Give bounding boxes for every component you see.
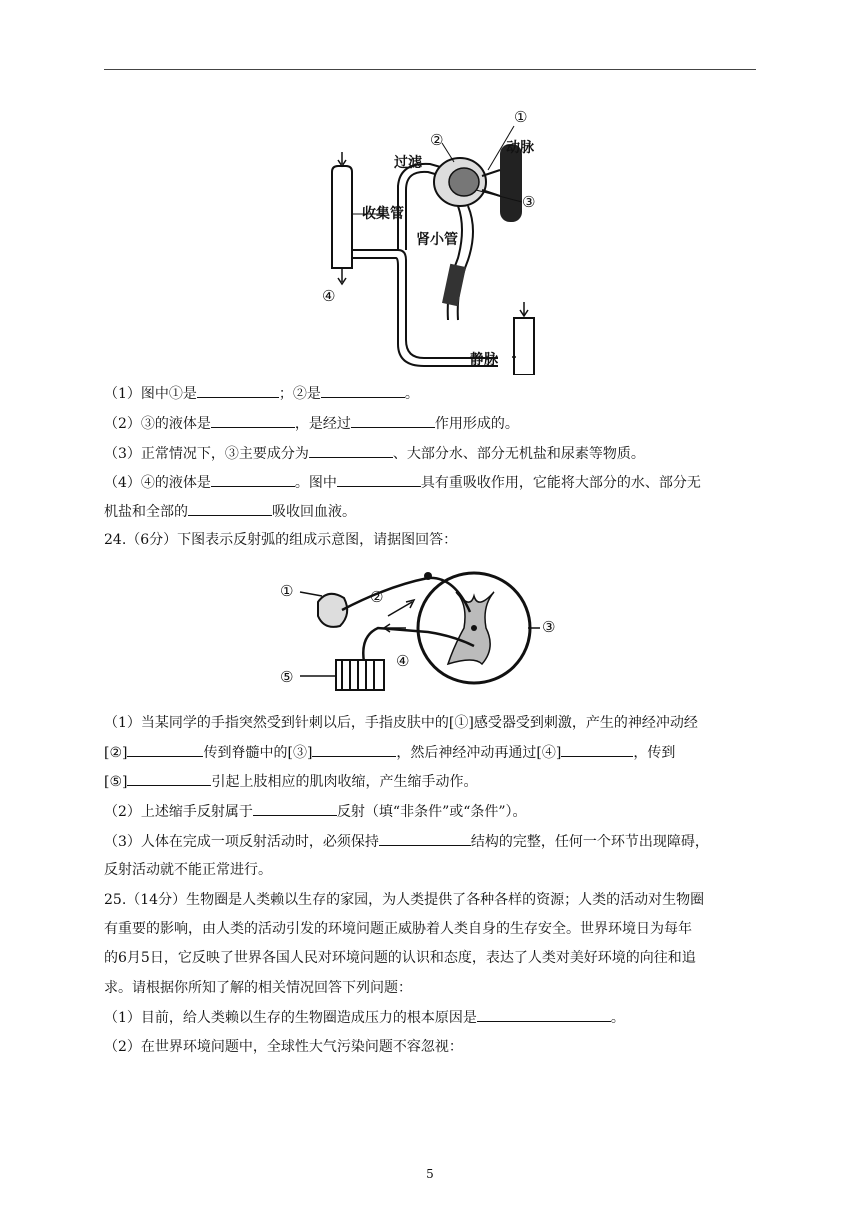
q24-p1b-blank-2[interactable] — [312, 742, 396, 757]
glomerulus-shape — [449, 168, 479, 196]
q25-intro-line-4: 求。请根据你所知了解的相关情况回答下列问题： — [104, 980, 412, 996]
q23-part4-cont — [104, 501, 356, 522]
q23-p2-text-b: ，是经过 — [294, 416, 351, 432]
q24-p1c-text-b: 引起上肢相应的肌肉收缩，产生缩手动作。 — [211, 774, 478, 790]
artery-label: 动脉 — [506, 140, 534, 156]
q23-p2-text-a: （2）③的液体是 — [104, 416, 211, 432]
q24-part2 — [104, 801, 527, 822]
q23-p4-text-c: 具有重吸收作用，它能将大部分的水、部分无 — [420, 475, 701, 491]
q25-part2: （2）在世界环境问题中，全球性大气污染问题不容忽视： — [104, 1039, 463, 1055]
q24-p1b-text-c: ，然后神经冲动再通过[④] — [396, 745, 562, 761]
q24-p2-text-b: 反射（填“非条件”或“条件”）。 — [336, 804, 527, 820]
collecting-duct-label: 收集管 — [362, 206, 404, 222]
q24-p1b-text-d: ，传到 — [633, 745, 676, 761]
q24-title: 24.（6分）下图表示反射弧的组成示意图，请据图回答： — [104, 532, 458, 548]
q25-p1-blank[interactable] — [477, 1007, 611, 1022]
reflex-arc-figure — [278, 566, 576, 696]
collecting-duct-shape — [332, 166, 352, 268]
renal-tubule-label: 肾小管 — [416, 232, 458, 248]
q24-p3-text-a: （3）人体在完成一项反射活动时，必须保持 — [104, 834, 379, 850]
q24-part3-cont: 反射活动就不能正常进行。 — [104, 862, 272, 878]
reflex-mark-5: ⑤ — [280, 668, 294, 686]
q24-p2-text-a: （2）上述缩手反射属于 — [104, 804, 253, 820]
q23-p2-text-c: 作用形成的。 — [434, 416, 519, 432]
q24-part3 — [104, 831, 709, 852]
q24-p3-blank[interactable] — [379, 831, 471, 846]
mark-3-label: ③ — [522, 193, 536, 211]
q23-part3 — [104, 443, 645, 464]
q23-p2-blank-2[interactable] — [351, 413, 435, 428]
header-rule — [104, 69, 756, 70]
q24-p1c-text-a: [⑤] — [104, 774, 128, 790]
q24-p1c-blank[interactable] — [127, 771, 211, 786]
q24-part1-cont2 — [104, 771, 477, 792]
mark-2-label: ② — [430, 131, 444, 149]
effector-shape — [336, 660, 384, 690]
q23-p1-blank-1[interactable] — [197, 383, 279, 398]
q23-p1-text-b: ；②是 — [278, 386, 321, 402]
q23-p4b-text-b: 吸收回血液。 — [272, 504, 356, 520]
q24-part1-cont — [104, 742, 675, 763]
q25-intro-line-1: 25.（14分）生物圈是人类赖以生存的家园，为人类提供了各种各样的资源；人类的活动对生物圈 — [104, 892, 705, 908]
filtration-label: 过滤 — [394, 155, 422, 171]
mark-1-label: ① — [514, 108, 528, 126]
reflex-mark-2: ② — [370, 588, 384, 606]
q23-p4-text-b: 。图中 — [294, 475, 337, 491]
q23-p4-blank-1[interactable] — [211, 472, 295, 487]
q25-intro-line-2: 有重要的影响，由人类的活动引发的环境问题正威胁着人类自身的生存安全。世界环境日为每年 — [104, 921, 692, 937]
q23-p1-text-a: （1）图中①是 — [104, 386, 197, 402]
q25-p1-text-b: 。 — [610, 1010, 625, 1026]
q23-part2 — [104, 413, 519, 434]
q25-intro-line-3: 的6月5日，它反映了世界各国人民对环境问题的认识和态度，表达了人类对美好环境的向往和追 — [104, 950, 696, 966]
mark-4-label: ④ — [322, 287, 336, 305]
q25-p1-text-a: （1）目前，给人类赖以生存的生物圈造成压力的根本原因是 — [104, 1010, 477, 1026]
q24-p1b-blank-3[interactable] — [561, 742, 633, 757]
q23-part1 — [104, 383, 419, 404]
q23-p3-text-b: 、大部分水、部分无机盐和尿素等物质。 — [392, 446, 645, 462]
q23-p4-blank-2[interactable] — [337, 472, 421, 487]
vein-shape — [514, 318, 534, 375]
reflex-mark-4: ④ — [396, 652, 410, 670]
q23-part4 — [104, 472, 701, 493]
q24-p2-blank[interactable] — [253, 801, 337, 816]
q24-p3-text-b: 结构的完整，任何一个环节出现障碍， — [470, 834, 709, 850]
q24-p1b-text-b: 传到脊髓中的[③] — [203, 745, 313, 761]
q24-p1b-blank-1[interactable] — [127, 742, 203, 757]
q24-p1b-text-a: [②] — [104, 745, 128, 761]
q23-p4b-text-a: 机盐和全部的 — [104, 504, 188, 520]
q24-part1: （1）当某同学的手指突然受到针刺以后，手指皮肤中的[①]感受器受到刺激，产生的神经冲动经 — [104, 715, 698, 731]
q23-p3-blank-1[interactable] — [309, 443, 393, 458]
reflex-mark-3: ③ — [542, 618, 556, 636]
nephron-figure — [318, 100, 546, 375]
q23-p2-blank-1[interactable] — [211, 413, 295, 428]
q23-p3-text-a: （3）正常情况下，③主要成分为 — [104, 446, 309, 462]
reflex-mark-1: ① — [280, 582, 294, 600]
q23-p4b-blank[interactable] — [188, 501, 272, 516]
q23-p4-text-a: （4）④的液体是 — [104, 475, 211, 491]
q23-p1-blank-2[interactable] — [321, 383, 405, 398]
vein-label: 静脉 — [470, 352, 498, 368]
page-number: 5 — [426, 1167, 434, 1181]
q23-p1-text-c: 。 — [404, 386, 419, 402]
q25-part1 — [104, 1007, 625, 1028]
